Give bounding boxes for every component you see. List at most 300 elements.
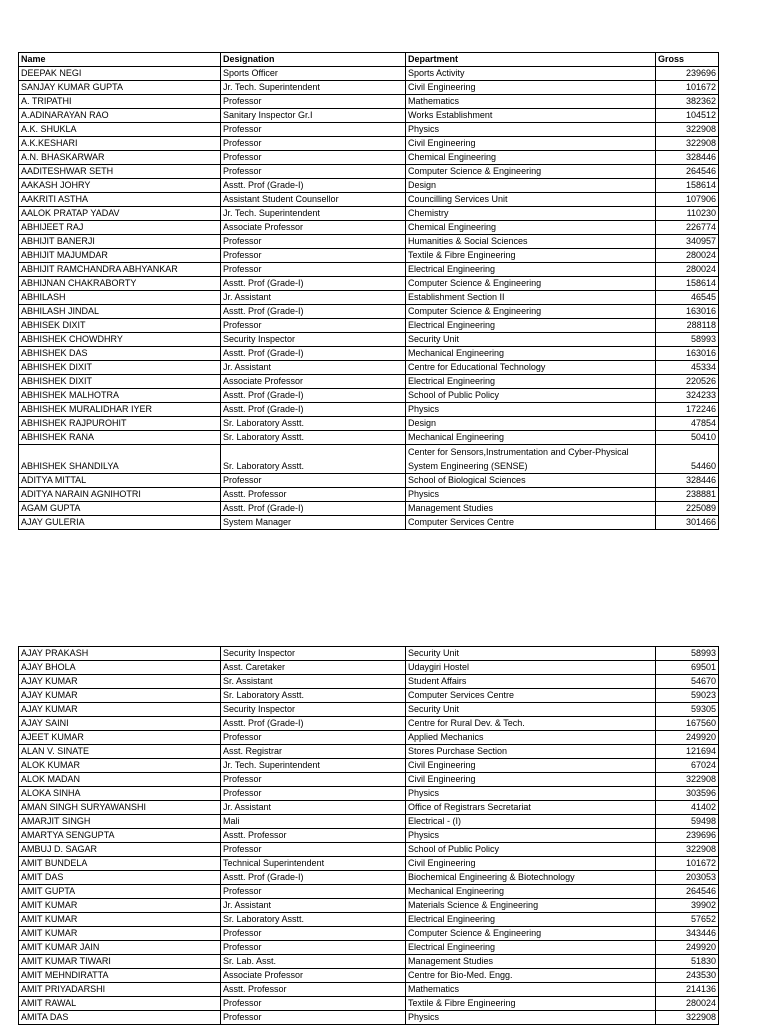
cell-name: AJAY KUMAR xyxy=(19,689,221,703)
cell-name: ALOK KUMAR xyxy=(19,759,221,773)
cell-name: A.K. SHUKLA xyxy=(19,123,221,137)
cell-gross: 39902 xyxy=(656,899,719,913)
cell-name: ABHISHEK SHANDILYA xyxy=(19,445,221,474)
cell-designation: Professor xyxy=(221,885,406,899)
cell-department: Office of Registrars Secretariat xyxy=(406,801,656,815)
cell-designation: Technical Superintendent xyxy=(221,857,406,871)
cell-gross: 264546 xyxy=(656,885,719,899)
cell-department: Physics xyxy=(406,829,656,843)
cell-gross: 46545 xyxy=(656,291,719,305)
table-row xyxy=(19,857,719,871)
cell-designation: Assistant Student Counsellor xyxy=(221,193,406,207)
cell-name: AMIT KUMAR TIWARI xyxy=(19,955,221,969)
table-row xyxy=(19,703,719,717)
table-row xyxy=(19,193,719,207)
cell-name: AMIT GUPTA xyxy=(19,885,221,899)
table-row xyxy=(19,179,719,193)
cell-gross: 59023 xyxy=(656,689,719,703)
cell-designation: Sr. Laboratory Asstt. xyxy=(221,689,406,703)
cell-name: ABHILASH JINDAL xyxy=(19,305,221,319)
table-row xyxy=(19,151,719,165)
cell-department: Materials Science & Engineering xyxy=(406,899,656,913)
cell-designation: Associate Professor xyxy=(221,969,406,983)
cell-gross: 203053 xyxy=(656,871,719,885)
cell-name: A. TRIPATHI xyxy=(19,95,221,109)
header-name: Name xyxy=(19,53,221,67)
cell-gross: 280024 xyxy=(656,249,719,263)
cell-designation: Asstt. Prof (Grade-I) xyxy=(221,305,406,319)
cell-department: Centre for Rural Dev. & Tech. xyxy=(406,717,656,731)
cell-designation: Asstt. Prof (Grade-I) xyxy=(221,871,406,885)
table-row xyxy=(19,81,719,95)
cell-designation: Associate Professor xyxy=(221,221,406,235)
cell-designation: Professor xyxy=(221,151,406,165)
cell-gross: 47854 xyxy=(656,417,719,431)
table-row xyxy=(19,431,719,445)
cell-name: AMIT KUMAR JAIN xyxy=(19,941,221,955)
cell-gross: 328446 xyxy=(656,474,719,488)
cell-department: Computer Science & Engineering xyxy=(406,305,656,319)
header-gross: Gross xyxy=(656,53,719,67)
cell-designation: Asstt. Prof (Grade-I) xyxy=(221,403,406,417)
table-row xyxy=(19,249,719,263)
cell-name: SANJAY KUMAR GUPTA xyxy=(19,81,221,95)
cell-designation: Sr. Laboratory Asstt. xyxy=(221,417,406,431)
cell-gross: 59498 xyxy=(656,815,719,829)
cell-gross: 69501 xyxy=(656,661,719,675)
cell-gross: 101672 xyxy=(656,857,719,871)
cell-name: AMITA DAS xyxy=(19,1011,221,1025)
cell-gross: 324233 xyxy=(656,389,719,403)
cell-name: ABHISHEK MURALIDHAR IYER xyxy=(19,403,221,417)
cell-department: School of Public Policy xyxy=(406,843,656,857)
cell-name: A.N. BHASKARWAR xyxy=(19,151,221,165)
cell-gross: 104512 xyxy=(656,109,719,123)
cell-designation: Asst. Registrar xyxy=(221,745,406,759)
cell-name: AMIT PRIYADARSHI xyxy=(19,983,221,997)
cell-gross: 158614 xyxy=(656,277,719,291)
cell-gross: 239696 xyxy=(656,829,719,843)
cell-department: Works Establishment xyxy=(406,109,656,123)
cell-gross: 45334 xyxy=(656,361,719,375)
cell-gross: 107906 xyxy=(656,193,719,207)
table-row xyxy=(19,675,719,689)
cell-designation: Security Inspector xyxy=(221,647,406,661)
table-row xyxy=(19,955,719,969)
cell-designation: Professor xyxy=(221,731,406,745)
cell-designation: Jr. Tech. Superintendent xyxy=(221,759,406,773)
cell-name: ABHISHEK RAJPUROHIT xyxy=(19,417,221,431)
cell-department: Centre for Bio-Med. Engg. xyxy=(406,969,656,983)
cell-gross: 58993 xyxy=(656,647,719,661)
cell-name: AALOK PRATAP YADAV xyxy=(19,207,221,221)
table-row xyxy=(19,787,719,801)
cell-gross: 172246 xyxy=(656,403,719,417)
table-row xyxy=(19,347,719,361)
cell-gross: 214136 xyxy=(656,983,719,997)
cell-name: ADITYA NARAIN AGNIHOTRI xyxy=(19,488,221,502)
cell-designation: Jr. Assistant xyxy=(221,899,406,913)
cell-name: A.K.KESHARI xyxy=(19,137,221,151)
table-row xyxy=(19,235,719,249)
cell-department: Computer Services Centre xyxy=(406,516,656,530)
cell-department: Computer Science & Engineering xyxy=(406,927,656,941)
cell-department: Electrical - (I) xyxy=(406,815,656,829)
table-row xyxy=(19,502,719,516)
cell-name: ABHIJIT RAMCHANDRA ABHYANKAR xyxy=(19,263,221,277)
cell-designation: Asstt. Prof (Grade-I) xyxy=(221,717,406,731)
cell-department: Physics xyxy=(406,123,656,137)
table-row xyxy=(19,474,719,488)
cell-gross: 50410 xyxy=(656,431,719,445)
table-row xyxy=(19,123,719,137)
cell-designation: Professor xyxy=(221,474,406,488)
cell-department: Humanities & Social Sciences xyxy=(406,235,656,249)
cell-gross: 239696 xyxy=(656,67,719,81)
cell-designation: Professor xyxy=(221,1011,406,1025)
cell-gross: 322908 xyxy=(656,843,719,857)
cell-designation: Jr. Tech. Superintendent xyxy=(221,207,406,221)
cell-department: Textile & Fibre Engineering xyxy=(406,249,656,263)
cell-gross: 301466 xyxy=(656,516,719,530)
cell-name: AJAY KUMAR xyxy=(19,675,221,689)
cell-designation: Professor xyxy=(221,137,406,151)
cell-gross: 225089 xyxy=(656,502,719,516)
table-row xyxy=(19,927,719,941)
cell-gross: 121694 xyxy=(656,745,719,759)
cell-gross: 158614 xyxy=(656,179,719,193)
cell-designation: Jr. Assistant xyxy=(221,361,406,375)
cell-gross: 340957 xyxy=(656,235,719,249)
cell-designation: Professor xyxy=(221,235,406,249)
cell-name: AMBUJ D. SAGAR xyxy=(19,843,221,857)
cell-gross: 238881 xyxy=(656,488,719,502)
cell-department: Electrical Engineering xyxy=(406,263,656,277)
cell-name: AMAN SINGH SURYAWANSHI xyxy=(19,801,221,815)
cell-name: AMARTYA SENGUPTA xyxy=(19,829,221,843)
cell-gross: 322908 xyxy=(656,773,719,787)
cell-gross: 264546 xyxy=(656,165,719,179)
header-department: Department xyxy=(406,53,656,67)
cell-gross: 243530 xyxy=(656,969,719,983)
cell-department: Computer Science & Engineering xyxy=(406,165,656,179)
cell-designation: Professor xyxy=(221,249,406,263)
table-row xyxy=(19,885,719,899)
cell-designation: Professor xyxy=(221,123,406,137)
table-row xyxy=(19,801,719,815)
table-row xyxy=(19,1011,719,1025)
cell-designation: Security Inspector xyxy=(221,703,406,717)
table-row xyxy=(19,445,719,474)
cell-name: ALOKA SINHA xyxy=(19,787,221,801)
header-designation: Designation xyxy=(221,53,406,67)
cell-department: Physics xyxy=(406,787,656,801)
cell-name: AMARJIT SINGH xyxy=(19,815,221,829)
cell-gross: 280024 xyxy=(656,263,719,277)
cell-name: AGAM GUPTA xyxy=(19,502,221,516)
cell-designation: Professor xyxy=(221,95,406,109)
table-row xyxy=(19,516,719,530)
cell-name: AJAY GULERIA xyxy=(19,516,221,530)
cell-department: Computer Science & Engineering xyxy=(406,277,656,291)
cell-designation: Asstt. Professor xyxy=(221,983,406,997)
cell-department: School of Public Policy xyxy=(406,389,656,403)
cell-designation: Professor xyxy=(221,263,406,277)
table-row xyxy=(19,137,719,151)
cell-name: AAKASH JOHRY xyxy=(19,179,221,193)
cell-department: Civil Engineering xyxy=(406,857,656,871)
table-body-2 xyxy=(19,647,719,1025)
table-row xyxy=(19,717,719,731)
cell-gross: 67024 xyxy=(656,759,719,773)
cell-department: Establishment Section II xyxy=(406,291,656,305)
cell-name: AAKRITI ASTHA xyxy=(19,193,221,207)
cell-name: DEEPAK NEGI xyxy=(19,67,221,81)
cell-name: AADITESHWAR SETH xyxy=(19,165,221,179)
cell-name: ABHILASH xyxy=(19,291,221,305)
cell-department: Security Unit xyxy=(406,647,656,661)
cell-department: Security Unit xyxy=(406,703,656,717)
cell-gross: 220526 xyxy=(656,375,719,389)
table-row xyxy=(19,263,719,277)
cell-name: ABHISHEK DIXIT xyxy=(19,375,221,389)
header-row xyxy=(19,53,719,67)
table-row xyxy=(19,109,719,123)
cell-department: Udaygiri Hostel xyxy=(406,661,656,675)
table-row xyxy=(19,997,719,1011)
cell-gross: 322908 xyxy=(656,1011,719,1025)
cell-gross: 382362 xyxy=(656,95,719,109)
cell-designation: Sr. Laboratory Asstt. xyxy=(221,445,406,474)
cell-department: Textile & Fibre Engineering xyxy=(406,997,656,1011)
cell-gross: 59305 xyxy=(656,703,719,717)
table-row xyxy=(19,333,719,347)
cell-gross: 249920 xyxy=(656,731,719,745)
table-row xyxy=(19,829,719,843)
cell-department: Design xyxy=(406,179,656,193)
cell-gross: 322908 xyxy=(656,123,719,137)
cell-name: AJAY BHOLA xyxy=(19,661,221,675)
cell-designation: Associate Professor xyxy=(221,375,406,389)
cell-department: Chemistry xyxy=(406,207,656,221)
table-row xyxy=(19,759,719,773)
cell-name: AMIT MEHNDIRATTA xyxy=(19,969,221,983)
cell-department: Civil Engineering xyxy=(406,137,656,151)
cell-gross: 322908 xyxy=(656,137,719,151)
cell-name: ABHISHEK CHOWDHRY xyxy=(19,333,221,347)
salary-table-1 xyxy=(18,52,719,530)
cell-department: Mechanical Engineering xyxy=(406,885,656,899)
cell-gross: 280024 xyxy=(656,997,719,1011)
cell-gross: 249920 xyxy=(656,941,719,955)
cell-name: A.ADINARAYAN RAO xyxy=(19,109,221,123)
cell-designation: Asst. Caretaker xyxy=(221,661,406,675)
cell-designation: Sr. Laboratory Asstt. xyxy=(221,913,406,927)
table-row xyxy=(19,389,719,403)
table-row xyxy=(19,375,719,389)
cell-designation: Sr. Lab. Asst. xyxy=(221,955,406,969)
table-row xyxy=(19,899,719,913)
cell-department: Design xyxy=(406,417,656,431)
table-row xyxy=(19,941,719,955)
cell-name: AMIT BUNDELA xyxy=(19,857,221,871)
cell-department: Management Studies xyxy=(406,955,656,969)
cell-gross: 163016 xyxy=(656,305,719,319)
table-row xyxy=(19,661,719,675)
table-row xyxy=(19,207,719,221)
cell-name: AMIT KUMAR xyxy=(19,913,221,927)
table-row xyxy=(19,689,719,703)
cell-name: ABHISEK DIXIT xyxy=(19,319,221,333)
cell-name: AMIT DAS xyxy=(19,871,221,885)
table-row xyxy=(19,403,719,417)
table-row xyxy=(19,815,719,829)
table-row xyxy=(19,969,719,983)
cell-name: ALOK MADAN xyxy=(19,773,221,787)
table-row xyxy=(19,291,719,305)
cell-designation: Jr. Assistant xyxy=(221,801,406,815)
table-row xyxy=(19,95,719,109)
cell-gross: 51830 xyxy=(656,955,719,969)
table-body-1 xyxy=(19,67,719,530)
cell-designation: Jr. Assistant xyxy=(221,291,406,305)
cell-gross: 57652 xyxy=(656,913,719,927)
table-row xyxy=(19,983,719,997)
table-row xyxy=(19,773,719,787)
table-row xyxy=(19,165,719,179)
cell-gross: 343446 xyxy=(656,927,719,941)
cell-gross: 58993 xyxy=(656,333,719,347)
cell-name: AJAY SAINI xyxy=(19,717,221,731)
cell-department: Stores Purchase Section xyxy=(406,745,656,759)
cell-name: ADITYA MITTAL xyxy=(19,474,221,488)
table-row xyxy=(19,277,719,291)
cell-name: AJAY KUMAR xyxy=(19,703,221,717)
cell-gross: 303596 xyxy=(656,787,719,801)
cell-department: Sports Activity xyxy=(406,67,656,81)
cell-designation: Professor xyxy=(221,319,406,333)
cell-department: Center for Sensors,Instrumentation and Cyber-Physical System Engineering (SENSE) xyxy=(406,445,656,474)
cell-department: Computer Services Centre xyxy=(406,689,656,703)
cell-designation: Asstt. Prof (Grade-I) xyxy=(221,347,406,361)
cell-designation: Sanitary Inspector Gr.I xyxy=(221,109,406,123)
cell-department: Management Studies xyxy=(406,502,656,516)
cell-name: ABHIJIT MAJUMDAR xyxy=(19,249,221,263)
cell-designation: Asstt. Prof (Grade-I) xyxy=(221,179,406,193)
table-row xyxy=(19,843,719,857)
table-row xyxy=(19,67,719,81)
cell-department: Student Affairs xyxy=(406,675,656,689)
cell-designation: Asstt. Prof (Grade-I) xyxy=(221,277,406,291)
cell-designation: Professor xyxy=(221,927,406,941)
cell-designation: Professor xyxy=(221,787,406,801)
cell-name: AMIT RAWAL xyxy=(19,997,221,1011)
cell-department: Councilling Services Unit xyxy=(406,193,656,207)
cell-designation: Sports Officer xyxy=(221,67,406,81)
cell-designation: Asstt. Professor xyxy=(221,488,406,502)
cell-gross: 288118 xyxy=(656,319,719,333)
cell-department: Mathematics xyxy=(406,95,656,109)
cell-name: ABHISHEK DAS xyxy=(19,347,221,361)
cell-name: ABHIJNAN CHAKRABORTY xyxy=(19,277,221,291)
cell-name: AJAY PRAKASH xyxy=(19,647,221,661)
cell-designation: Asstt. Professor xyxy=(221,829,406,843)
cell-gross: 101672 xyxy=(656,81,719,95)
cell-department: Civil Engineering xyxy=(406,759,656,773)
table-row xyxy=(19,731,719,745)
cell-department: Security Unit xyxy=(406,333,656,347)
cell-gross: 167560 xyxy=(656,717,719,731)
cell-department: School of Biological Sciences xyxy=(406,474,656,488)
cell-department: Centre for Educational Technology xyxy=(406,361,656,375)
cell-department: Electrical Engineering xyxy=(406,375,656,389)
cell-designation: Sr. Laboratory Asstt. xyxy=(221,431,406,445)
table-row xyxy=(19,221,719,235)
table-row xyxy=(19,913,719,927)
salary-table-2 xyxy=(18,646,719,1025)
cell-department: Electrical Engineering xyxy=(406,319,656,333)
cell-name: AMIT KUMAR xyxy=(19,927,221,941)
cell-department: Mathematics xyxy=(406,983,656,997)
cell-name: ABHISHEK MALHOTRA xyxy=(19,389,221,403)
cell-designation: Asstt. Prof (Grade-I) xyxy=(221,502,406,516)
cell-gross: 54460 xyxy=(656,445,719,474)
table-row xyxy=(19,305,719,319)
cell-name: ABHIJEET RAJ xyxy=(19,221,221,235)
cell-department: Physics xyxy=(406,1011,656,1025)
table-row xyxy=(19,361,719,375)
cell-department: Electrical Engineering xyxy=(406,913,656,927)
cell-designation: Jr. Tech. Superintendent xyxy=(221,81,406,95)
cell-department: Mechanical Engineering xyxy=(406,431,656,445)
table-row xyxy=(19,745,719,759)
cell-gross: 163016 xyxy=(656,347,719,361)
cell-designation: Professor xyxy=(221,941,406,955)
cell-name: ABHIJIT BANERJI xyxy=(19,235,221,249)
cell-department: Chemical Engineering xyxy=(406,221,656,235)
cell-department: Electrical Engineering xyxy=(406,941,656,955)
cell-department: Civil Engineering xyxy=(406,81,656,95)
cell-department: Mechanical Engineering xyxy=(406,347,656,361)
cell-designation: Mali xyxy=(221,815,406,829)
cell-gross: 226774 xyxy=(656,221,719,235)
cell-department: Biochemical Engineering & Biotechnology xyxy=(406,871,656,885)
cell-department: Chemical Engineering xyxy=(406,151,656,165)
cell-department: Applied Mechanics xyxy=(406,731,656,745)
cell-gross: 328446 xyxy=(656,151,719,165)
cell-name: ALAN V. SINATE xyxy=(19,745,221,759)
table-row xyxy=(19,417,719,431)
cell-name: ABHISHEK DIXIT xyxy=(19,361,221,375)
table-row xyxy=(19,647,719,661)
cell-name: AMIT KUMAR xyxy=(19,899,221,913)
cell-department: Physics xyxy=(406,488,656,502)
cell-designation: Security Inspector xyxy=(221,333,406,347)
cell-designation: Asstt. Prof (Grade-I) xyxy=(221,389,406,403)
cell-name: ABHISHEK RANA xyxy=(19,431,221,445)
cell-designation: Professor xyxy=(221,997,406,1011)
cell-designation: Professor xyxy=(221,773,406,787)
cell-gross: 41402 xyxy=(656,801,719,815)
cell-designation: Professor xyxy=(221,843,406,857)
table-row xyxy=(19,319,719,333)
cell-name: AJEET KUMAR xyxy=(19,731,221,745)
cell-designation: Professor xyxy=(221,165,406,179)
table-row xyxy=(19,488,719,502)
cell-gross: 110230 xyxy=(656,207,719,221)
cell-department: Physics xyxy=(406,403,656,417)
cell-department: Civil Engineering xyxy=(406,773,656,787)
